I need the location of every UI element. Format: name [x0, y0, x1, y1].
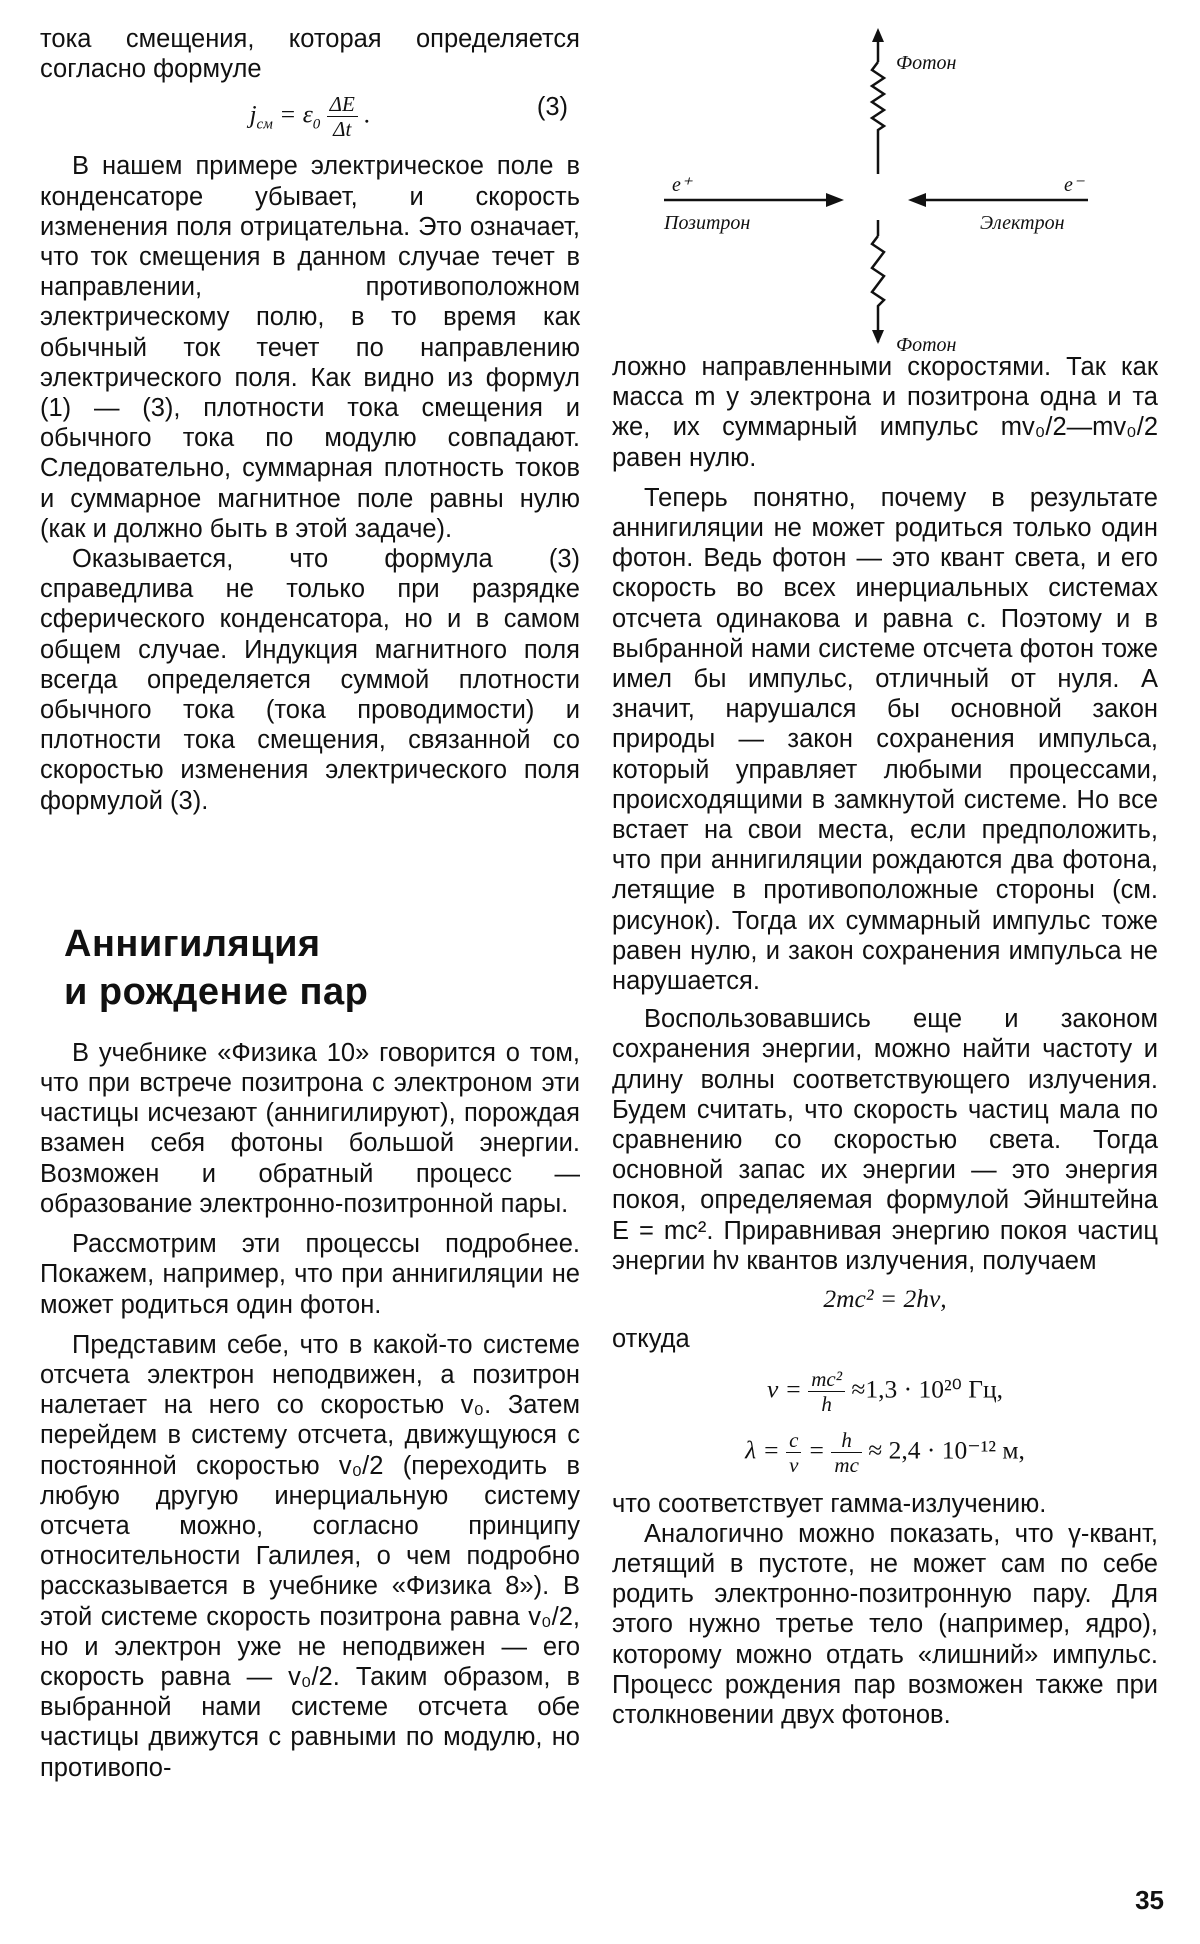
- paragraph: В учебнике «Физика 10» говорится о том, что при встрече позитрона с электроном эти частицы исчезают (аннигилируют), порождая взамен себя фотоны большой энергии. Возможен и обратный процесс — образование электронно-позитронной пары.: [40, 1038, 580, 1218]
- formula-part: = ε: [272, 99, 313, 129]
- formula-wavelength: [612, 1428, 1158, 1477]
- paragraph: В нашем примере электрическое поле в конденсаторе убывает, и скорость изменения поля отрицательна. Это означает, что ток смещения в данном случае течет в направлении, противоположном электрическому полю, в то время как обычный ток течет по направлению электрического поля. Как видно из формул (1) — (3), плотности тока смещения и обычного тока по модулю совпадают. Следовательно, суммарная плотность токов и суммарное магнитное поле равны нулю (как и должно быть в этой задаче).: [40, 152, 580, 543]
- formula-part: λ =: [745, 1434, 787, 1464]
- photon-top-wave: [872, 28, 884, 174]
- heading-line: и рождение пар: [64, 970, 369, 1013]
- formula-frequency: [612, 1367, 1158, 1416]
- positron-symbol: e⁺: [672, 174, 692, 196]
- denominator: h: [821, 1391, 832, 1416]
- photon-top-label: Фотон: [896, 52, 957, 74]
- section-heading: [64, 920, 580, 1016]
- annihilation-diagram: [612, 24, 1158, 356]
- paragraph: Аналогично можно показать, что γ-квант, летящий в пустоте, не может сам по себе родить электронно-позитронную пару. Для этого нужно третье тело (например, ядро), которому можно отдать «лишний» импульс. Процесс рождения пар возможен также при столкновении двух фотонов.: [612, 1519, 1158, 1729]
- paragraph: Теперь понятно, почему в результате аннигиляции не может родиться только один фотон. Ведь фотон — это квант света, и его скорость во всех инерциальных системах отсчета одинакова и равна c. Поэтому и в выбранной нами системе отсчета фотон тоже имел бы импульс, отличный от нуля. А значит, нарушался бы основной закон природы — закон сохранения импульса, который управляет любыми процессами, происходящими в замкнутой системе. Но все встает на свои места, если предположить, что при аннигиляции рождаются два фотона, летящие в противоположные стороны (см. рисунок). Тогда их суммарный импульс тоже равен нулю, и закон сохранения импульса не нарушается.: [612, 483, 1158, 996]
- numerator: c: [786, 1428, 801, 1453]
- paragraph: Рассмотрим эти процессы подробнее. Покажем, например, что при аннигиляции не может родиться один фотон.: [40, 1230, 580, 1319]
- formula-displacement-current: [40, 92, 580, 141]
- formula-part: ≈1,3 · 10²⁰ Гц,: [851, 1373, 1004, 1403]
- fraction: [831, 1428, 862, 1477]
- formula-part: ≈ 2,4 · 10⁻¹² м,: [868, 1434, 1025, 1464]
- electron-symbol: e⁻: [1064, 174, 1084, 196]
- formula-part: ν =: [766, 1373, 809, 1403]
- paragraph: Оказывается, что формула (3) справедлива не только при разрядке сферического конденсатора, но и в самом общем случае. Индукция магнитного поля всегда определяется суммой плотности обычного тока (тока проводимости) и плотности тока смещения, связанной со скоростью изменения электрического поля формулой (3).: [40, 545, 580, 815]
- positron-label: Позитрон: [664, 212, 751, 234]
- left-column: [40, 24, 580, 1783]
- formula-part: j: [249, 99, 257, 129]
- numerator: ΔE: [327, 92, 358, 117]
- numerator: h: [831, 1428, 862, 1453]
- paragraph: ложно направленными скоростями. Так как масса m у электрона и позитрона одна и та же, их суммарный импульс mv₀/2—mv₀/2 равен нулю.: [612, 353, 1158, 472]
- electron-label: Электрон: [980, 212, 1065, 234]
- paragraph: откуда: [612, 1325, 690, 1354]
- numerator: mc²: [808, 1367, 845, 1392]
- fraction: [808, 1367, 845, 1416]
- photon-bottom-label: Фотон: [896, 334, 957, 356]
- denominator: Δt: [333, 117, 352, 142]
- paragraph: что соответствует гамма-излучению.: [612, 1489, 1047, 1518]
- denominator: ν: [789, 1452, 799, 1477]
- right-column: [612, 20, 1158, 1730]
- electron-arrow: [908, 193, 1088, 207]
- formula-part: см: [256, 116, 273, 133]
- fraction: [786, 1428, 801, 1477]
- fraction: [327, 92, 358, 141]
- photon-bottom-wave: [872, 220, 884, 344]
- formula-part: =: [807, 1434, 832, 1464]
- page-number: 35: [1135, 1885, 1164, 1915]
- paragraph: тока смещения, которая определяется согласно формуле: [40, 25, 580, 84]
- paragraph: Представим себе, что в какой-то системе отсчета электрон неподвижен, а позитрон налетает на него со скоростью v₀. Затем перейдем в систему отсчета, движущуюся с постоянной скоростью v₀/2 (переходить в любую другую инерциальную систему отсчета можно, согласно принципу относительности Галилея, о чем подробно рассказывается в учебнике «Физика 8»). В этой системе скорость позитрона равна v₀/2, но и электрон уже не неподвижен — его скорость равна — v₀/2. Таким образом, в выбранной нами системе отсчета обе частицы движутся с равными по модулю, но противопо-: [40, 1330, 580, 1782]
- heading-line: Аннигиляция: [64, 922, 321, 965]
- formula-part: 0: [312, 116, 321, 133]
- denominator: mc: [834, 1452, 859, 1477]
- formula-number: (3): [536, 93, 568, 122]
- formula-energy-equality: 2mc² = 2hν,: [823, 1284, 947, 1314]
- paragraph: Воспользовавшись еще и законом сохранения энергии, можно найти частоту и длину волны соответствующего излучения. Будем считать, что скорость частиц мала по сравнению со скоростью света. Тогда основной запас их энергии — это энергия покоя, определяемая формулой Эйнштейна E = mc². Приравнивая энергию покоя частиц энергии hν квантов излучения, получаем: [612, 1005, 1158, 1275]
- formula-part: .: [357, 99, 371, 129]
